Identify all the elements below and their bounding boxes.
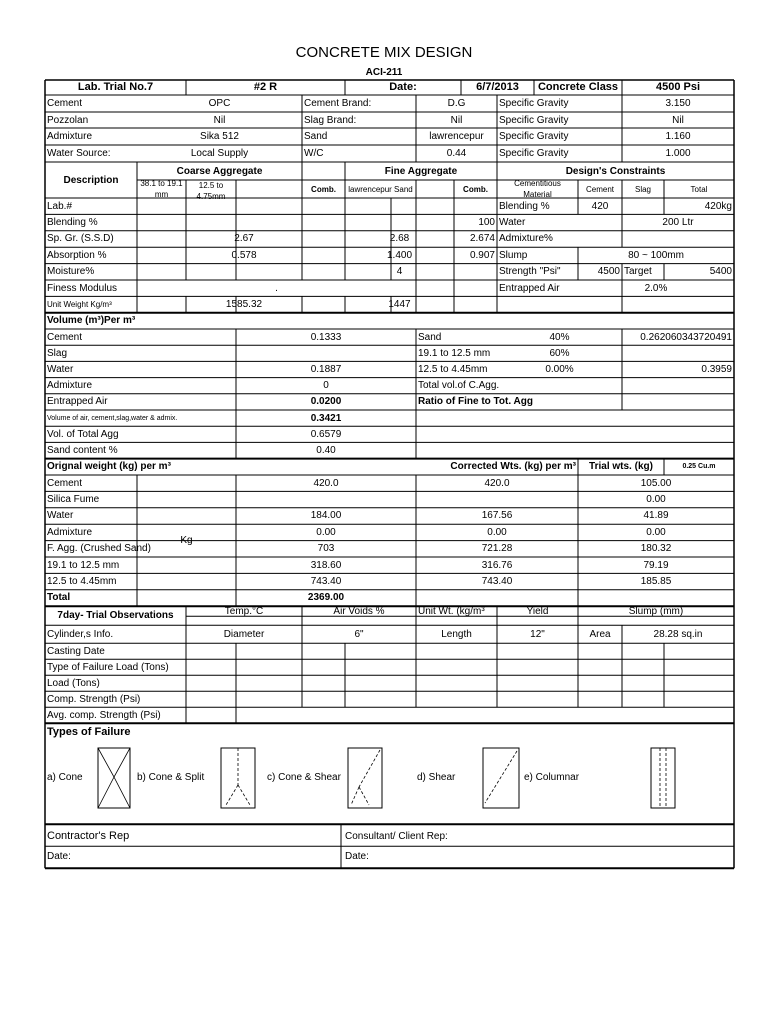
fine-comb-header: Comb.	[463, 184, 488, 194]
property-label: Sp. Gr. (S.S.D)	[47, 233, 114, 245]
failure-columnar-label: e) Columnar	[524, 771, 580, 783]
aggregate-ratio-value: 40%	[549, 331, 570, 343]
aggregate-volume-value: 0.262060343720491	[640, 331, 732, 343]
observations-heading: 7day- Trial Observations	[57, 610, 174, 622]
volume-value: 0.0200	[310, 396, 342, 408]
lab-trial-no: Lab. Trial No.7	[77, 81, 154, 93]
trial-weight: 105.00	[640, 477, 672, 489]
corrected-weight: 167.56	[481, 510, 513, 522]
observation-label: Load (Tons)	[47, 677, 100, 689]
volume-heading: Volume (m³)Per m³	[47, 315, 136, 327]
observation-label: Avg. comp. Strength (Psi)	[47, 709, 161, 721]
diameter-value: 6"	[354, 628, 364, 640]
mix-design-sheet	[45, 80, 734, 885]
aggregate-ratio-label: Sand	[418, 331, 442, 343]
consultant-date-label: Date:	[345, 850, 369, 862]
aggregate-ratio-value: 0.00%	[545, 363, 574, 375]
constraint-value: 2.0%	[644, 282, 668, 294]
constraint-cement: 420	[591, 200, 609, 212]
volume-value: 0.6579	[310, 428, 342, 440]
trial-weight: 41.89	[643, 510, 669, 522]
volume-value: 0.3421	[310, 412, 342, 424]
aggregate-ratio-label: 19.1 to 12.5 mm	[418, 347, 491, 359]
trial-weight: 79.19	[643, 559, 669, 571]
coarse-value: 0.578	[231, 249, 257, 261]
area-value: 28.28 sq.in	[653, 628, 703, 640]
property-label: Moisture%	[47, 266, 95, 278]
unit-wt-header: Unit Wt. (kg/m³	[418, 606, 485, 618]
trial-code: #2 R	[253, 81, 278, 93]
volume-value	[236, 345, 416, 361]
trial-weight: 185.85	[640, 576, 672, 588]
target-value: 5400	[709, 266, 732, 278]
trial-weight: 0.00	[646, 526, 666, 538]
failure-cone-label: a) Cone	[47, 771, 83, 783]
material-label: Pozzolan	[47, 114, 89, 126]
fine-comb-value: 0.907	[469, 249, 495, 261]
constraint-label: Blending %	[499, 200, 550, 212]
sand-header: lawrencepur Sand	[348, 184, 413, 194]
concrete-class-label: Concrete Class	[537, 81, 619, 93]
aggregate-ratio-value: 60%	[549, 347, 570, 359]
weight-label: F. Agg. (Crushed Sand)	[47, 543, 151, 555]
length-label: Length	[441, 628, 472, 640]
trial-volume: 0.25 Cu.m	[682, 463, 716, 471]
target-label: Target	[624, 266, 652, 278]
material-label2: Slag Brand:	[304, 114, 357, 126]
constraint-value: 80 ~ 100mm	[628, 249, 684, 261]
original-weight: 0.00	[316, 526, 336, 538]
volume-label: Slag	[47, 347, 68, 359]
failure-cone-shear-label: c) Cone & Shear	[267, 771, 341, 783]
coarse-aggregate-header: Coarse Aggregate	[176, 165, 263, 177]
material-label2: Sand	[304, 131, 328, 142]
page-subtitle: ACI-211	[365, 67, 403, 78]
volume-label: Sand content %	[47, 444, 118, 456]
observation-label: Casting Date	[47, 645, 105, 657]
constraint-label: Strength "Psi"	[499, 266, 561, 278]
aggregate-volume-value	[622, 394, 734, 410]
coarse-comb-header: Comb.	[311, 184, 336, 194]
coarse-size2-header: 12.5 to 4.75mm	[196, 181, 226, 201]
consultant-rep-label: Consultant/ Client Rep:	[345, 830, 448, 842]
material-value: Sika 512	[200, 131, 239, 142]
material-value2: Nil	[450, 114, 463, 126]
coarse-size1-header: 38.1 to 19.1 mm	[140, 179, 183, 199]
volume-value: 0.40	[316, 444, 336, 456]
corrected-weight: 721.28	[481, 543, 513, 555]
material-label: Cement	[47, 98, 83, 109]
cementitious-header: Cementitious Material	[514, 179, 561, 199]
failure-shear-label: d) Shear	[417, 771, 456, 783]
unit-kg: Kg	[180, 535, 193, 547]
constraint-value: 200 Ltr	[662, 217, 694, 229]
corrected-weight	[416, 590, 578, 606]
weight-label: Water	[47, 510, 74, 522]
volume-label: Vol. of Total Agg	[47, 428, 119, 440]
original-weight: 318.60	[310, 559, 342, 571]
constraint-total: 420kg	[704, 200, 732, 212]
length-value: 12"	[530, 628, 545, 640]
trial-weight-heading: Trial wts. (kg)	[589, 461, 653, 473]
property-label: Blending %	[47, 217, 98, 229]
specific-gravity-label: Specific Gravity	[499, 114, 569, 126]
constraint-label: Water	[499, 217, 526, 229]
trial-weight	[578, 590, 734, 606]
specific-gravity-value: 1.000	[665, 148, 691, 159]
material-value: Local Supply	[190, 148, 249, 159]
slag-header: Slag	[634, 184, 651, 194]
weight-label: Total	[47, 592, 71, 604]
material-value: Nil	[213, 114, 226, 126]
concrete-class-value: 4500 Psi	[655, 81, 701, 93]
coarse-value: 1585.32	[225, 299, 263, 311]
weight-label: 19.1 to 12.5 mm	[47, 559, 120, 571]
contractor-rep-label: Contractor's Rep	[47, 829, 130, 842]
fine-comb-value: 100	[478, 217, 495, 229]
volume-label: Entrapped Air	[47, 396, 108, 408]
original-weight-heading: Orignal weight (kg) per m³	[47, 461, 171, 473]
specific-gravity-label: Specific Gravity	[499, 131, 569, 142]
property-label: Unit Weight Kg/m³	[47, 300, 112, 310]
weight-label: Cement	[47, 477, 83, 489]
observation-label: Type of Failure Load (Tons)	[47, 661, 169, 673]
specific-gravity-value: Nil	[672, 114, 684, 126]
material-label: Admixture	[47, 131, 93, 142]
slump-header: Slump (mm)	[628, 606, 684, 618]
temp-header: Temp.°C	[224, 606, 264, 618]
sand-value: 1447	[388, 299, 411, 311]
original-weight: 184.00	[310, 510, 342, 522]
property-label: Absorption %	[47, 249, 107, 261]
diameter-label: Diameter	[223, 628, 265, 640]
aggregate-ratio-value	[497, 394, 622, 410]
volume-value: 0.1887	[310, 363, 342, 375]
corrected-weight: 316.76	[481, 559, 513, 571]
trial-weight: 0.00	[646, 494, 666, 506]
cylinder-info-label: Cylinder,s Info.	[47, 628, 114, 640]
material-label2: W/C	[304, 148, 324, 159]
specific-gravity-value: 3.150	[665, 98, 691, 109]
corrected-weight-heading: Corrected Wts. (kg) per m³	[450, 461, 576, 473]
aggregate-ratio-label: 12.5 to 4.45mm	[418, 363, 488, 375]
constraint-label: Slump	[499, 249, 528, 261]
property-label: Finess Modulus	[47, 282, 118, 294]
volume-label: Water	[47, 363, 74, 375]
material-value2: D.G	[447, 98, 466, 109]
constraint-label: Entrapped Air	[499, 282, 560, 294]
description-header: Description	[63, 174, 119, 186]
original-weight: 2369.00	[307, 592, 345, 604]
specific-gravity-label: Specific Gravity	[499, 98, 569, 109]
corrected-weight: 743.40	[481, 576, 513, 588]
material-label2: Cement Brand:	[304, 98, 372, 109]
corrected-weight: 420.0	[484, 477, 510, 489]
material-value2: lawrencepur	[429, 131, 484, 142]
constraint-label: Admixture%	[499, 233, 553, 245]
sand-value: 2.68	[389, 233, 410, 245]
air-voids-header: Air Voids %	[333, 606, 385, 618]
volume-label: Volume of air, cement,slag,water & admix.	[47, 414, 178, 422]
property-label: Lab.#	[47, 200, 73, 212]
date-label: Date:	[389, 81, 417, 93]
observation-label: Comp. Strength (Psi)	[47, 693, 141, 705]
strength-value: 4500	[597, 266, 620, 278]
contractor-date-label: Date:	[47, 850, 71, 862]
original-weight: 420.0	[313, 477, 339, 489]
original-weight	[236, 491, 416, 507]
volume-value: 0.1333	[310, 331, 342, 343]
corrected-weight: 0.00	[487, 526, 507, 538]
material-value2: 0.44	[446, 148, 467, 159]
fine-comb-value: 2.674	[469, 233, 495, 245]
failure-cone-split-label: b) Cone & Split	[137, 771, 205, 783]
specific-gravity-value: 1.160	[665, 131, 691, 142]
sand-value: 4	[396, 266, 403, 278]
failure-heading: Types of Failure	[47, 725, 131, 738]
design-constraints-header: Design's Constraints	[565, 165, 666, 177]
volume-value: 0	[323, 380, 329, 392]
aggregate-volume-value	[622, 345, 734, 361]
volume-label: Cement	[47, 331, 83, 343]
corrected-weight	[416, 491, 578, 507]
specific-gravity-label: Specific Gravity	[499, 148, 569, 159]
weight-label: Admixture	[47, 526, 93, 538]
aggregate-ratio-label: Total vol.of C.Agg.	[418, 380, 500, 392]
material-value: OPC	[208, 98, 231, 109]
date-value: 6/7/2013	[476, 81, 519, 93]
cement-header: Cement	[585, 184, 614, 194]
coarse-value: 2.67	[234, 233, 254, 245]
sand-value: 1.400	[386, 249, 413, 261]
trial-weight: 180.32	[640, 543, 672, 555]
weight-label: Silica Fume	[47, 494, 100, 506]
total-header: Total	[690, 184, 708, 194]
weight-label: 12.5 to 4.45mm	[47, 576, 117, 588]
fine-aggregate-header: Fine Aggregate	[384, 165, 458, 177]
aggregate-ratio-label: Ratio of Fine to Tot. Agg	[418, 396, 533, 408]
aggregate-volume-value	[622, 378, 734, 394]
original-weight: 703	[317, 543, 335, 555]
page-title: CONCRETE MIX DESIGN	[295, 44, 473, 61]
aggregate-ratio-value	[497, 378, 622, 394]
aggregate-volume-value: 0.3959	[701, 363, 732, 375]
material-label: Water Source:	[47, 148, 111, 159]
volume-label: Admixture	[47, 380, 93, 392]
area-label: Area	[589, 628, 611, 640]
original-weight: 743.40	[310, 576, 342, 588]
yield-header: Yield	[526, 606, 549, 618]
fineness-value: .	[275, 282, 278, 294]
